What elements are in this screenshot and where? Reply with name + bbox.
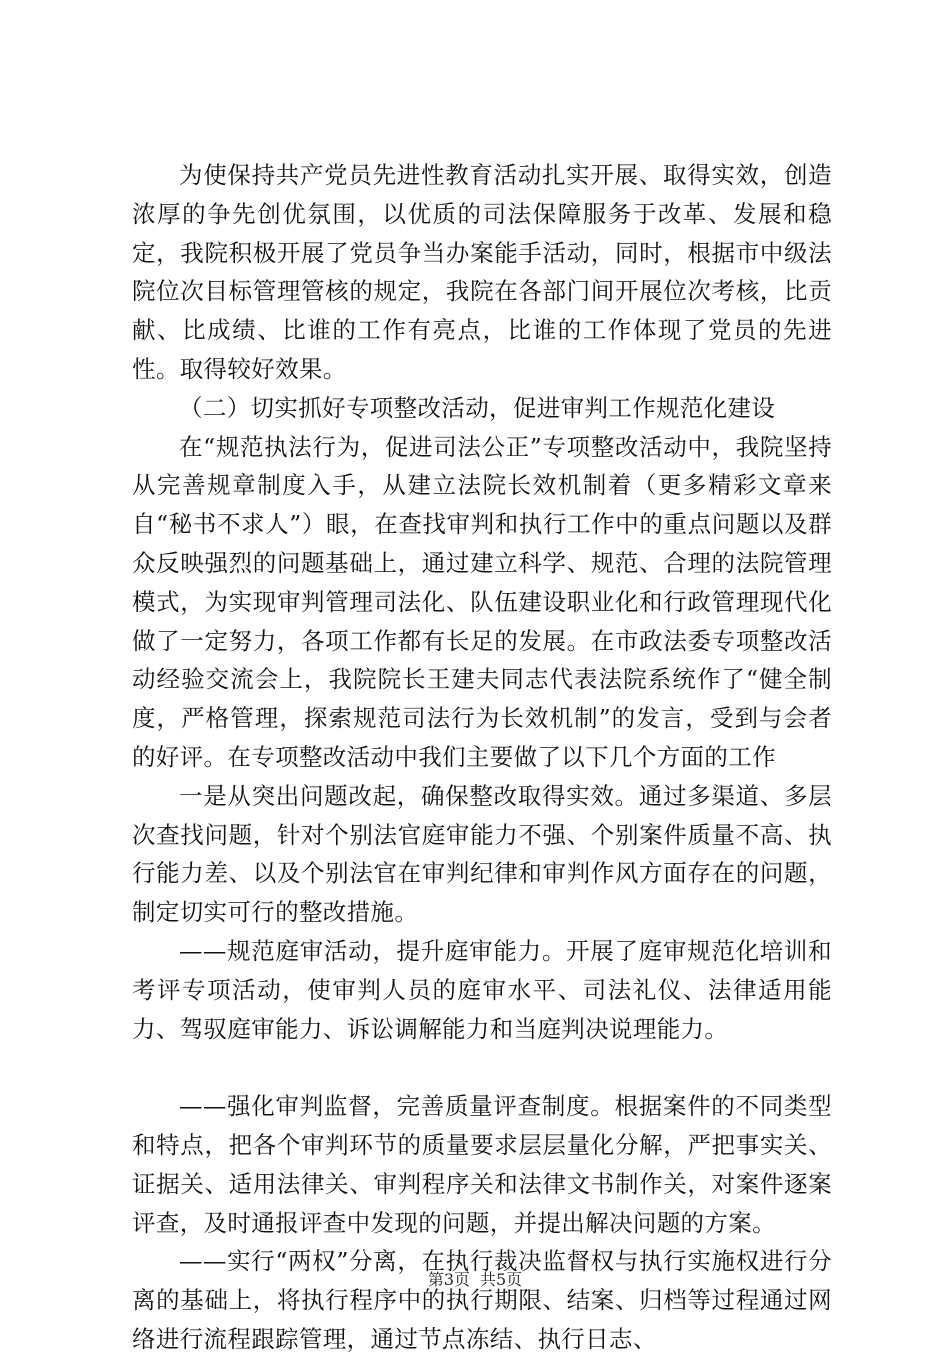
paragraph-party-activity: 为使保持共产党员先进性教育活动扎实开展、取得实效，创造浓厚的争先创优氛围，以优质的司法保障服务于改革、发展和稳定，我院积极开展了党员争当办案能手活动，同时，根据市中级法院位次目标管理管核的规定，我院在各部门间开展位次考核，比贡献、比成绩、比谁的工作有亮点，比谁的工作体现了党员的先进性。取得较好效果。 (132, 161, 832, 383)
section-heading-rectification: （二）切实抓好专项整改活动，促进审判工作规范化建设 (179, 393, 776, 422)
page-footer (0, 1270, 950, 1290)
paragraph-quality-review: ——强化审判监督，完善质量评查制度。根据案件的不同类型和特点，把各个审判环节的质量要求层层量化分解，严把事实关、证据关、适用法律关、审判程序关和法律文书制作关，对案件逐案评查，及时通报评查中发现的问题，并提出解决问题的方案。 (132, 1092, 832, 1237)
document-body (132, 156, 832, 1359)
paragraph-problem-focus: 一是从突出问题改起，确保整改取得实效。通过多渠道、多层次查找问题，针对个别法官庭审能力不强、个别案件质量不高、执行能力差、以及个别法官在审判纪律和审判作风方面存在的问题，制定切实可行的整改措施。 (132, 781, 832, 927)
blank-line (132, 1048, 832, 1087)
paragraph-court-hearing: ——规范庭审活动，提升庭审能力。开展了庭审规范化培训和考评专项活动，使审判人员的庭审水平、司法礼仪、法律适用能力、驾驭庭审能力、诉讼调解能力和当庭判决说理能力。 (132, 936, 832, 1043)
paragraph-rectification-campaign: 在“规范执法行为，促进司法公正”专项整改活动中，我院坚持从完善规章制度入手，从建立法院长效机制着（更多精彩文章来自“秘书不求人”）眼，在查找审判和执行工作中的重点问题以及群众反映强烈的问题基础上，通过建立科学、规范、合理的法院管理模式，为实现审判管理司法化、队伍建设职业化和行政管理现代化做了一定努力，各项工作都有长足的发展。在市政法委专项整改活动经验交流会上，我院院长王建夫同志代表法院系统作了“健全制度，严格管理，探索规范司法行为长效机制”的发言，受到与会者的好评。在专项整改活动中我们主要做了以下几个方面的工作 (132, 432, 832, 771)
page-number: 第3页 (427, 1270, 470, 1289)
page-total: 共5页 (480, 1270, 523, 1289)
paragraph-power-separation: ——实行“两权”分离，在执行裁决监督权与执行实施权进行分离的基础上，将执行程序中的执行期限、结案、归档等过程通过网络进行流程跟踪管理，通过节点冻结、执行日志、 (132, 1247, 832, 1353)
